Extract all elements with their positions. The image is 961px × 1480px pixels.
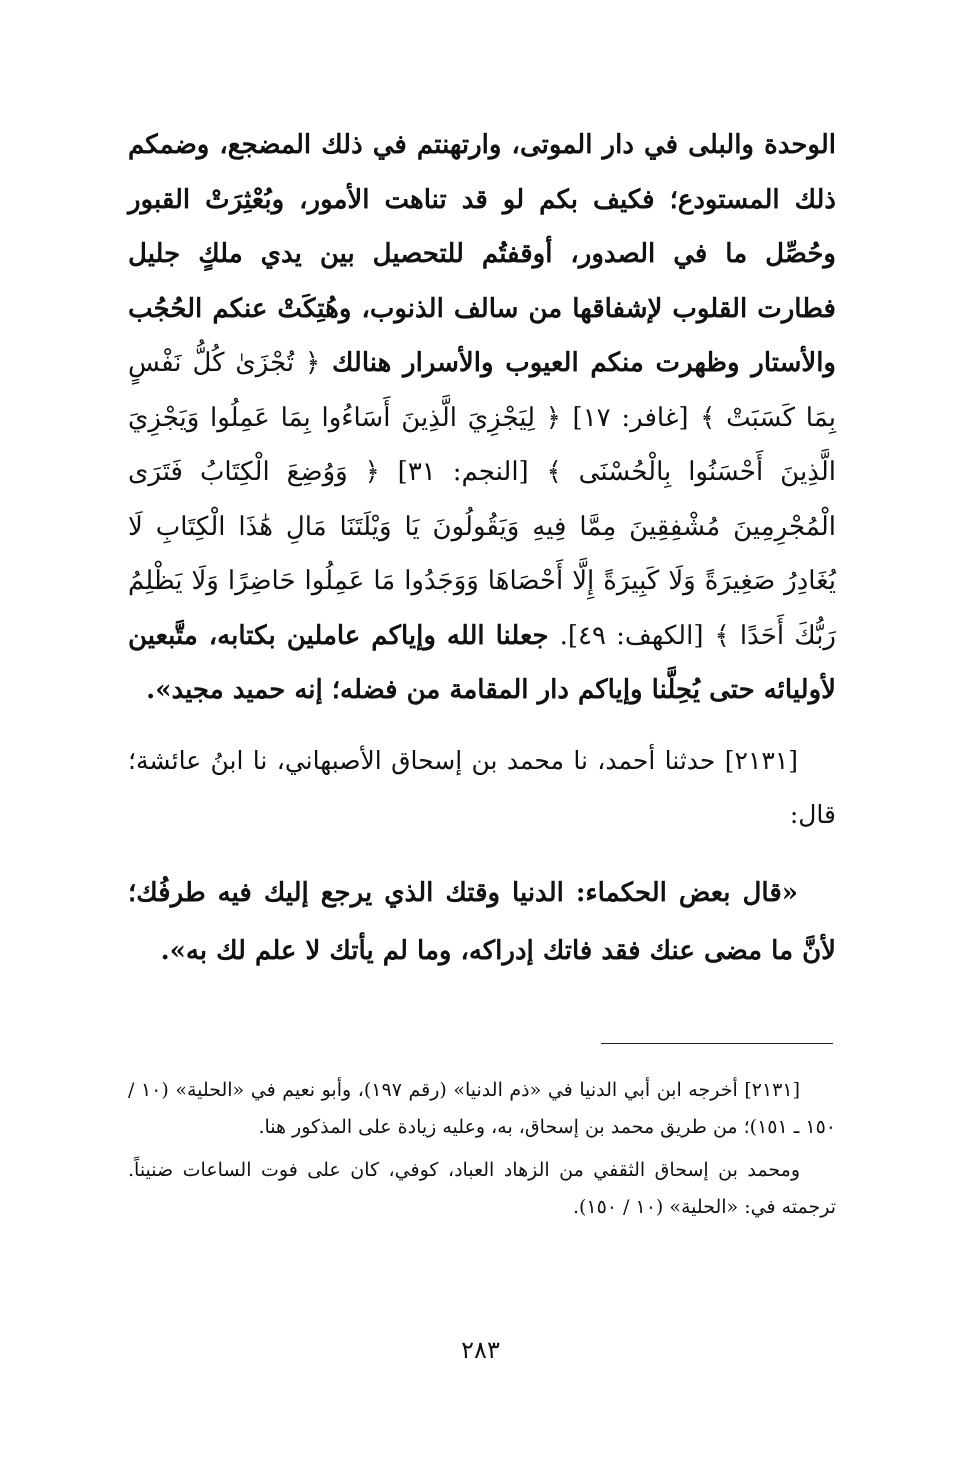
footnote-1 [128, 1072, 836, 1146]
footnote-1-text: أخرجه ابن أبي الدنيا في «ذم الدنيا» (رقم ١٩٧)، وأبو نعيم في «الحلية» (١٠ / ١٥٠ ـ ١٥١)؛ من طريق محمد بن إسحاق، به، وعليه زيادة على المذكور هنا. [128, 1079, 836, 1138]
paragraph-text-b: جعلنا الله وإياكم عاملين بكتابه، متَّبعين لأوليائه حتى يُحِلَّنا وإياكم دار المقامة من فضله؛ إنه حميد مجيد». [128, 620, 836, 705]
hadith-report [128, 734, 836, 842]
saying-text: «قال بعض الحكماء: الدنيا وقتك الذي يرجع إليك فيه طرفُك؛ لأنَّ ما مضى عنك فقد فاتك إدراكه، وما لم يأتك لا علم لك به». [128, 877, 836, 966]
footnote-2-text: ومحمد بن إسحاق الثقفي من الزهاد العباد، كوفي، كان على فوت الساعات ضنيناً. ترجمته في: «الحلية» (١٠ / ١٥٠). [128, 1159, 836, 1218]
report-chain: حدثنا أحمد، نا محمد بن إسحاق الأصبهاني، نا ابنُ عائشة؛ قال: [128, 745, 836, 829]
report-number: [٢١٣١] [724, 745, 799, 775]
verse-reference-kahf: [الكهف: ٤٩]. [559, 620, 704, 651]
footnote-separator [601, 1043, 833, 1044]
quran-verse-kahf: ﴿ وَوُضِعَ الْكِتَابُ فَتَرَى الْمُجْرِمِينَ مُشْفِقِينَ مِمَّا فِيهِ وَيَقُولُونَ يَا وَيْلَتَنَا مَالِ هَٰذَا الْكِتَابِ لَا يُغَادِرُ صَغِيرَةً وَلَا كَبِيرَةً إِلَّا أَحْصَاهَا وَوَجَدُوا مَا عَمِلُوا حَاضِرًا وَلَا يَظْلِمُ رَبُّكَ أَحَدًا ﴾ [128, 457, 836, 651]
footnote-2 [128, 1152, 836, 1226]
footnote-1-number: [٢١٣١] [744, 1079, 800, 1101]
paragraph-continuation [128, 118, 836, 718]
page-number: ٢٨٣ [461, 1336, 500, 1364]
footnotes [128, 1072, 836, 1226]
wisdom-saying [128, 864, 836, 980]
paragraph-text-a: الوحدة والبلى في دار الموتى، وارتهنتم في ذلك المضجع، وضمكم ذلك المستودع؛ فكيف بكم لو قد تناهت الأمور، وبُعْثِرَتْ القبور وحُصِّل ما في الصدور، أوقفتُم للتحصيل بين يدي ملكٍ جليل فطارت القلوب لإشفاقها من سالف الذنوب، وهُتِكَتْ عنكم الحُجُب والأستار وظهرت منكم العيوب والأسرار هنالك [128, 130, 836, 378]
quran-verse-ghafir: ﴿ تُجْزَىٰ كُلُّ نَفْسٍ بِمَا كَسَبَتْ ﴾ [128, 348, 836, 433]
quran-verse-najm: ﴿ لِيَجْزِيَ الَّذِينَ أَسَاءُوا بِمَا عَمِلُوا وَيَجْزِيَ الَّذِينَ أَحْسَنُوا بِالْحُسْنَى ﴾ [128, 402, 836, 487]
verse-reference-najm: [النجم: ٣١] [397, 457, 529, 487]
verse-reference-ghafir: [غافر: ١٧] [572, 402, 689, 433]
main-text-block [128, 118, 836, 980]
